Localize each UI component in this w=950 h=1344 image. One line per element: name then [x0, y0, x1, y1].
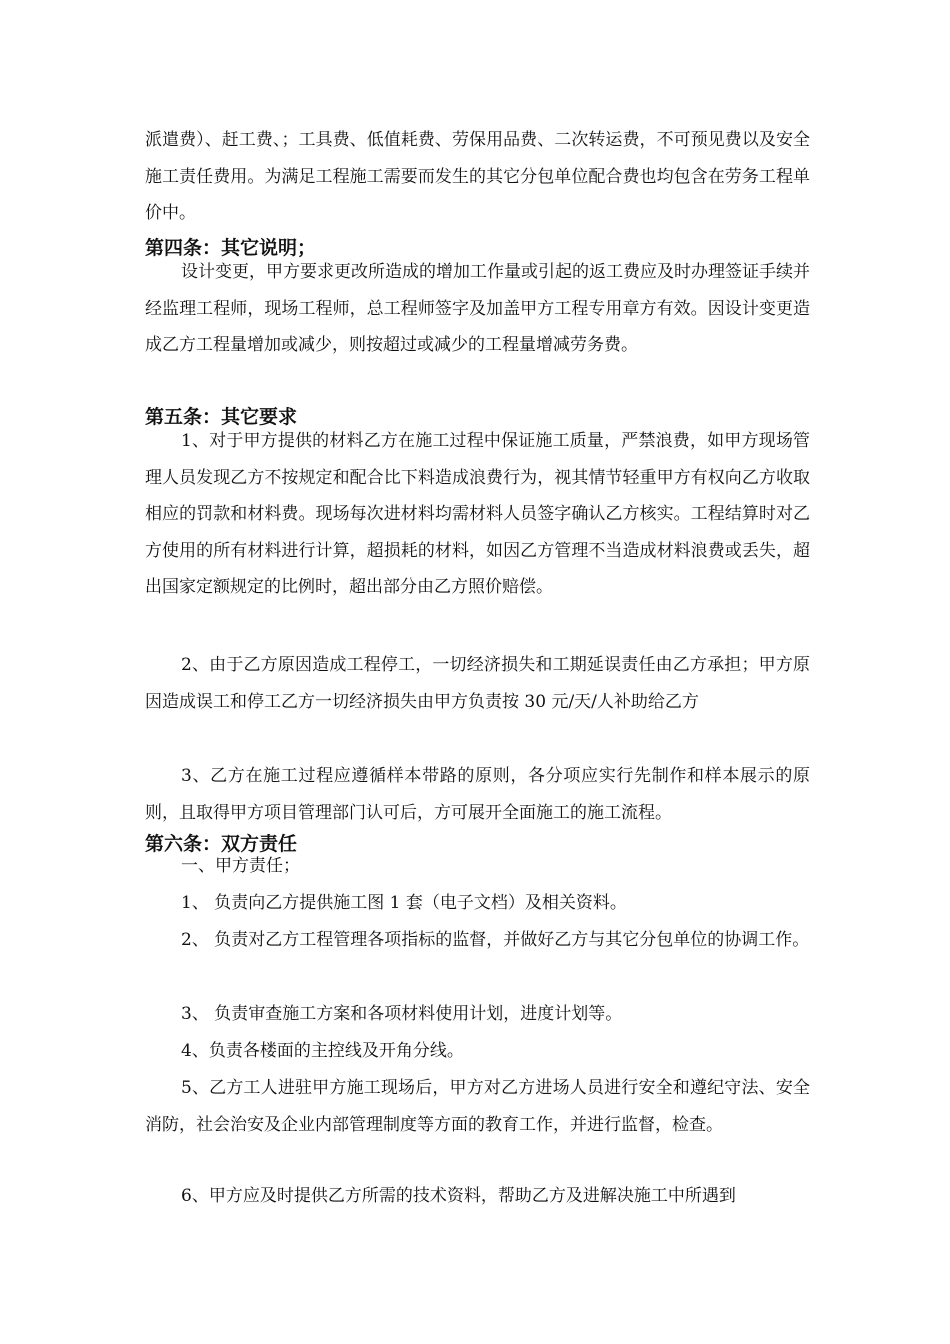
list-item-3: 3、 负责审查施工方案和各项材料使用计划，进度计划等。 — [181, 1004, 623, 1024]
list-item-5: 5、乙方工人进驻甲方施工现场后，甲方对乙方进场人员进行安全和遵纪守法、安全消防，社会治安及企业内部管理制度等方面的教育工作，并进行监督，检查。 — [145, 1078, 810, 1135]
paragraph-sample-principle: 3、乙方在施工过程应遵循样本带路的原则，各分项应实行先制作和样本展示的原则，且取得甲方项目管理部门认可后，方可展开全面施工的施工流程。 — [145, 766, 810, 823]
list-item-4: 4、负责各楼面的主控线及开角分线。 — [181, 1041, 464, 1061]
heading-article-5: 第五条：其它要求 — [145, 406, 298, 428]
paragraph-continued-fees: 派遣费）、赶工费、；工具费、低值耗费、劳保用品费、二次转运费，不可预见费以及安全施工责任费用。为满足工程施工需要而发生的其它分包单位配合费也均包含在劳务工程单价中。 — [145, 130, 810, 223]
paragraph-design-change: 设计变更，甲方要求更改所造成的增加工作量或引起的返工费应及时办理签证手续并经监理工程师，现场工程师，总工程师签字及加盖甲方工程专用章方有效。因设计变更造成乙方工程量增加或减少，则按超过或减少的工程量增减劳务费。 — [145, 262, 810, 355]
heading-article-6: 第六条：双方责任 — [145, 833, 298, 855]
paragraph-materials: 1、对于甲方提供的材料乙方在施工过程中保证施工质量，严禁浪费，如甲方现场管理人员发现乙方不按规定和配合比下料造成浪费行为，视其情节轻重甲方有权向乙方收取相应的罚款和材料费。现场每次进材料均需材料人员签字确认乙方核实。工程结算时对乙方使用的所有材料进行计算，超损耗的材料，如因乙方管理不当造成材料浪费或丢失，超出国家定额规定的比例时，超出部分由乙方照价赔偿。 — [145, 431, 810, 597]
heading-article-4: 第四条：其它说明； — [145, 237, 317, 259]
list-item-2: 2、 负责对乙方工程管理各项指标的监督，并做好乙方与其它分包单位的协调工作。 — [181, 930, 810, 950]
paragraph-party-a-duties: 一、甲方责任； — [181, 856, 300, 876]
list-item-6: 6、甲方应及时提供乙方所需的技术资料，帮助乙方及进解决施工中所遇到 — [181, 1186, 736, 1206]
list-item-1: 1、 负责向乙方提供施工图 1 套（电子文档）及相关资料。 — [181, 893, 627, 913]
paragraph-work-stoppage: 2、由于乙方原因造成工程停工，一切经济损失和工期延误责任由乙方承担；甲方原因造成误工和停工乙方一切经济损失由甲方负责按 30 元/天/人补助给乙方 — [145, 655, 810, 712]
